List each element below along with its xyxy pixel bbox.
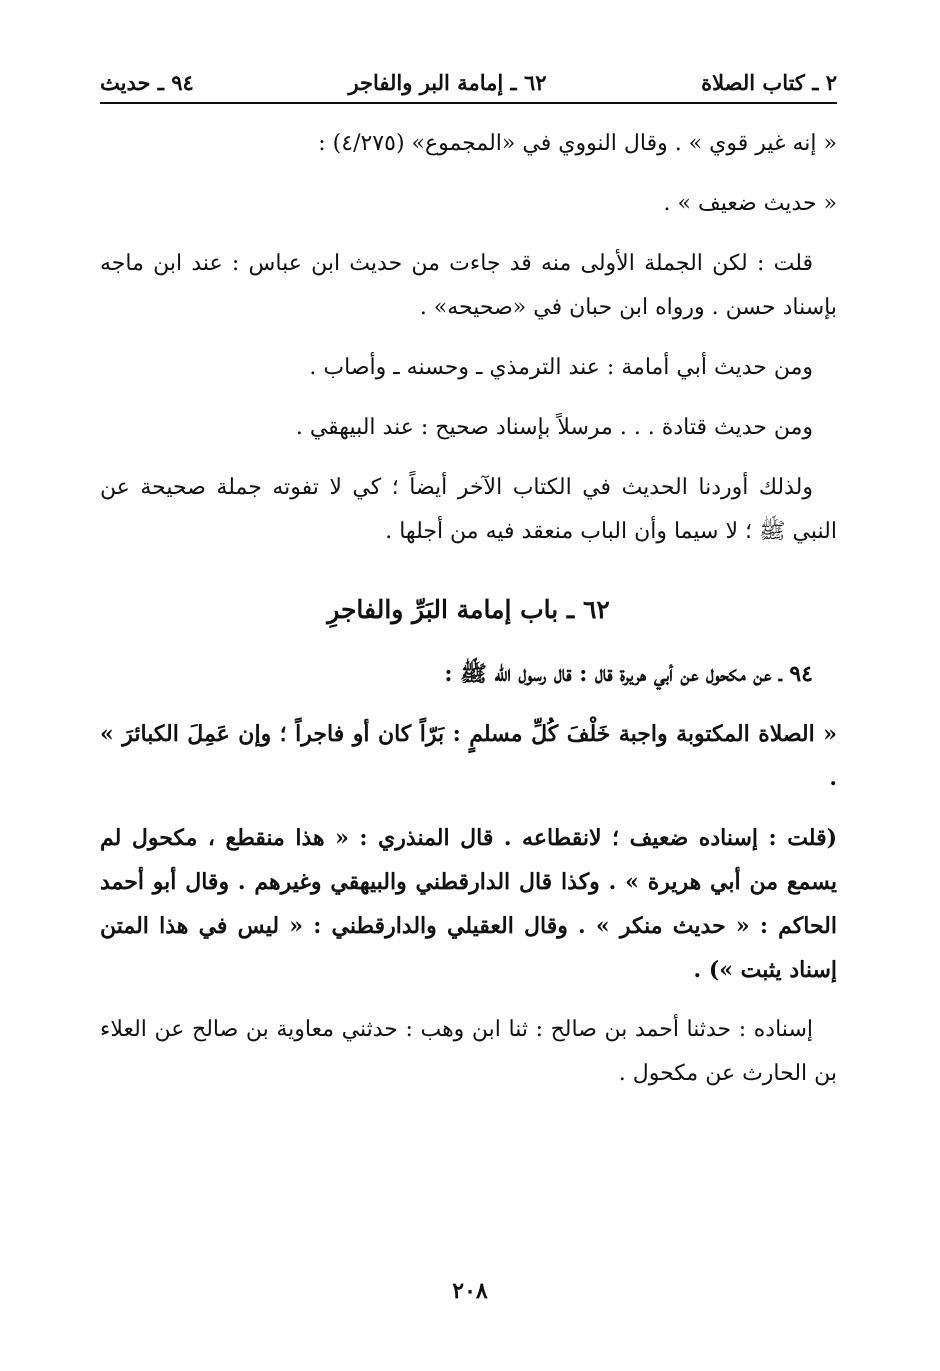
page-number: ٢٠٨ (452, 1278, 488, 1304)
hadith-commentary: (قلت : إسناده ضعيف ؛ لانقطاعه . قال المنذري : « هذا منقطع ، مكحول لم يسمع من أبي هريرة » . وكذا قال الدارقطني والبيهقي وغيرهم . وقال أبو أحمد الحاكم : « حديث منكر » . وقال العقيلي والدارقطني : « ليس في هذا المتن إسناد يثبت ») . (100, 825, 837, 983)
paragraph-ibn-abbas: قلت : لكن الجملة الأولى منه قد جاءت من حديث ابن عباس : عند ابن ماجه بإسناد حسن . ورواه ابن حبان في «صحيحه» . (100, 251, 837, 320)
header-hadith-number: ٩٤ ـ حديث (100, 69, 194, 95)
page-body (100, 122, 837, 1112)
header-book-title: ٢ ـ كتاب الصلاة (701, 69, 837, 95)
paragraph-qatada: ومن حديث قتادة . . . مرسلاً بإسناد صحيح : عند البيهقي . (295, 415, 813, 440)
hadith-text: « الصلاة المكتوبة واجبة خَلْفَ كُلِّ مسلمٍ : بَرّاً كان أو فاجراً ؛ وإن عَمِلَ الكبائرَ » . (100, 721, 837, 791)
paragraph-quote-end: « إنه غير قوي » . وقال النووي في «المجموع» (٤/٢٧٥) : (318, 131, 837, 156)
running-header (100, 62, 837, 104)
paragraph-reason: ولذلك أوردنا الحديث في الكتاب الآخر أيضاً ؛ كي لا تفوته جملة صحيحة عن النبي ﷺ ؛ لا سيما وأن الباب منعقد فيه من أجلها . (100, 475, 837, 544)
section-heading: ٦٢ ـ باب إمامة البَرِّ والفاجرِ (327, 595, 610, 624)
hadith-isnad: إسناده : حدثنا أحمد بن صالح : ثنا ابن وهب : حدثني معاوية بن صالح عن العلاء بن الحارث عن مكحول . (100, 1017, 837, 1086)
paragraph-abu-umama: ومن حديث أبي أمامة : عند الترمذي ـ وحسنه ـ وأصاب . (309, 355, 813, 380)
paragraph-weak-hadith: « حديث ضعيف » . (663, 191, 837, 216)
hadith-intro: ٩٤ ـ عن مكحول عن أبي هريرة قال : قال رسول الله ﷺ : (444, 661, 813, 687)
header-chapter-title: ٦٢ ـ إمامة البر والفاجر (348, 69, 547, 95)
